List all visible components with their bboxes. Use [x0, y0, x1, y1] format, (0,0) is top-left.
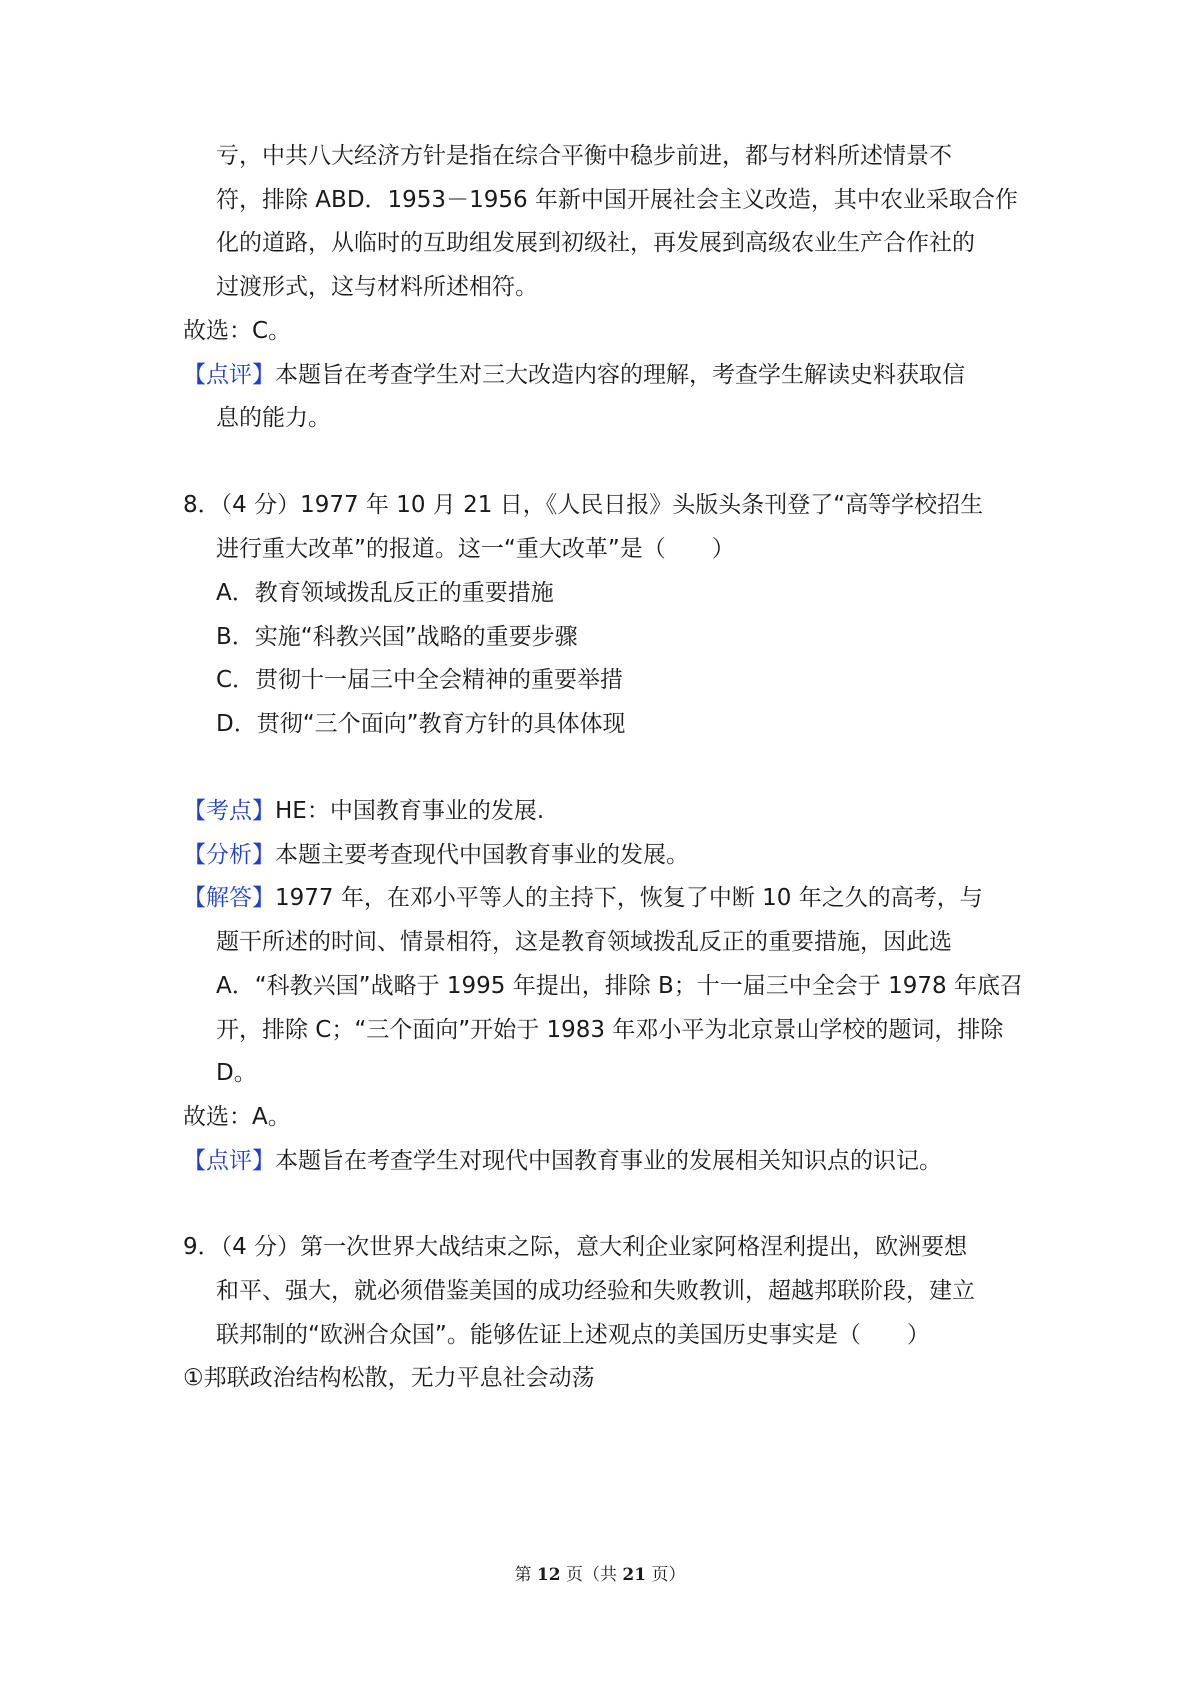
comment-tag: 【点评】	[183, 362, 275, 388]
kaodian-tag: 【考点】	[183, 798, 275, 824]
kaodian-text: HE：中国教育事业的发展.	[275, 798, 545, 824]
q8-jieda-cont: 开，排除 C；“三个面向”开始于 1983 年邓小平为北京景山学校的题词，排除	[216, 1017, 1004, 1043]
footer-prefix: 第	[514, 1565, 537, 1585]
q8-jieda-cont: A．“科教兴国”战略于 1995 年提出，排除 B；十一届三中全会于 1978 年底召	[216, 973, 1023, 999]
q8-stem-cont: 进行重大改革”的报道。这一“重大改革”是（ ）	[216, 536, 735, 562]
prev-comment	[183, 364, 965, 387]
q8-choice: 故选：A。	[183, 1104, 291, 1130]
q8-stem: 8．（4 分）1977 年 10 月 21 日，《人民日报》头版头条刊登了“高等学校招生	[183, 492, 984, 518]
prev-answer-line: 化的道路，从临时的互助组发展到初级社，再发展到高级农业生产合作社的	[216, 230, 975, 256]
q8-option-c: C．贯彻十一届三中全会精神的重要举措	[216, 667, 624, 693]
prev-answer-line: 亏，中共八大经济方针是指在综合平衡中稳步前进，都与材料所述情景不	[216, 143, 952, 169]
q9-stem-cont: 和平、强大，就必须借鉴美国的成功经验和失败教训，超越邦联阶段，建立	[216, 1278, 975, 1304]
q9-stem: 9．（4 分）第一次世界大战结束之际，意大利企业家阿格涅利提出，欧洲要想	[183, 1234, 968, 1260]
q8-option-a: A．教育领域拨乱反正的重要措施	[216, 580, 554, 606]
q8-fenxi	[183, 844, 689, 867]
page-footer	[0, 1560, 1200, 1585]
q8-option-d: D．贯彻“三个面向”教育方针的具体体现	[216, 711, 626, 737]
comment-tag: 【点评】	[183, 1148, 275, 1174]
comment-text: 本题旨在考查学生对现代中国教育事业的发展相关知识点的识记。	[275, 1148, 942, 1174]
page-total: 21	[622, 1565, 647, 1585]
footer-middle: 页（共	[560, 1565, 623, 1585]
comment-text: 本题旨在考查学生对三大改造内容的理解，考查学生解读史料获取信	[275, 362, 965, 388]
page-number: 12	[536, 1565, 561, 1585]
prev-answer-line: 过渡形式，这与材料所述相符。	[216, 274, 538, 300]
jieda-text: 1977 年，在邓小平等人的主持下，恢复了中断 10 年之久的高考，与	[275, 885, 983, 911]
q9-item-1: ①邦联政治结构松散，无力平息社会动荡	[183, 1365, 595, 1391]
prev-choice: 故选：C。	[183, 318, 292, 344]
jieda-tag: 【解答】	[183, 885, 275, 911]
q9-stem-cont: 联邦制的“欧洲合众国”。能够佐证上述观点的美国历史事实是（ ）	[216, 1322, 930, 1348]
q8-kaodian	[183, 800, 544, 823]
q8-jieda-cont: 题干所述的时间、情景相符，这是教育领域拨乱反正的重要措施，因此选	[216, 929, 952, 955]
fenxi-tag: 【分析】	[183, 842, 275, 868]
fenxi-text: 本题主要考查现代中国教育事业的发展。	[275, 842, 689, 868]
q8-jieda-cont: D。	[216, 1060, 257, 1086]
footer-suffix: 页）	[646, 1565, 686, 1585]
prev-answer-line: 符，排除 ABD．1953－1956 年新中国开展社会主义改造，其中农业采取合作	[216, 187, 1018, 213]
q8-option-b: B．实施“科教兴国”战略的重要步骤	[216, 624, 578, 650]
prev-comment-cont: 息的能力。	[216, 405, 331, 431]
q8-comment	[183, 1150, 942, 1173]
q8-jieda	[183, 887, 983, 910]
